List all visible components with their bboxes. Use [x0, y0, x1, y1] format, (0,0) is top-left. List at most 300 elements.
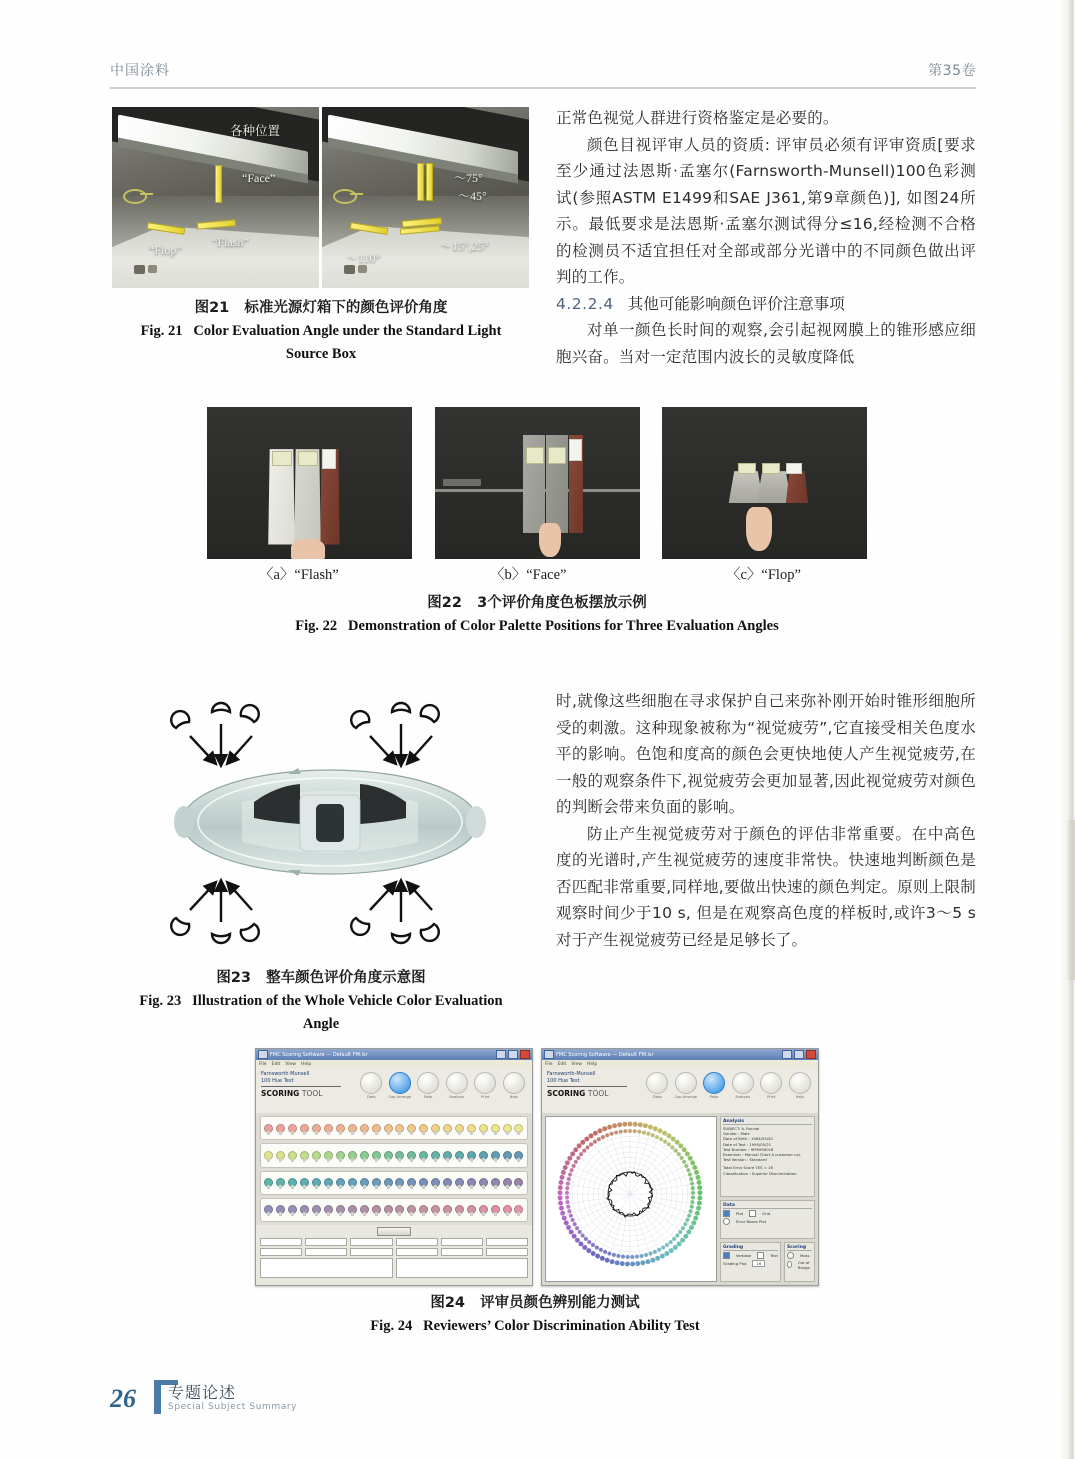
checkbox-text[interactable]	[757, 1252, 764, 1259]
color-cap-chip[interactable]	[348, 1124, 357, 1133]
color-cap-chip[interactable]	[407, 1124, 416, 1133]
polar-plot-svg	[546, 1117, 714, 1272]
color-cap-chip[interactable]	[372, 1205, 381, 1214]
footer-section-cn: 专题论述	[168, 1383, 237, 1402]
radio-out-of-range[interactable]	[787, 1261, 792, 1268]
color-cap-chip[interactable]	[372, 1178, 381, 1187]
tool-label: Polar	[709, 1095, 719, 1099]
window-titlebar[interactable]	[542, 1049, 818, 1060]
fig24-en-label: Fig. 24	[370, 1318, 413, 1334]
color-cap-chip[interactable]	[372, 1151, 381, 1160]
tool-label: Data	[652, 1095, 662, 1099]
color-cap-chip[interactable]	[431, 1151, 440, 1160]
checkbox-label: Text	[770, 1252, 778, 1258]
color-cap-chip[interactable]	[419, 1124, 428, 1133]
label-sticker-b2	[548, 447, 566, 464]
field-name[interactable]	[260, 1238, 302, 1246]
radio-label: Error Boxes Plot	[736, 1219, 767, 1225]
color-cap-chip[interactable]	[407, 1151, 416, 1160]
color-cap-chip[interactable]	[491, 1124, 500, 1133]
color-cap-chip[interactable]	[491, 1205, 500, 1214]
label-sticker-c1	[738, 463, 756, 474]
field-result[interactable]	[305, 1248, 347, 1256]
tool-help[interactable]	[501, 1072, 527, 1099]
color-cap-chip[interactable]	[288, 1178, 297, 1187]
color-cap-chip[interactable]	[467, 1205, 476, 1214]
fig21-label-flash: “Flash”	[212, 235, 249, 249]
analysis-icon	[446, 1072, 468, 1094]
checkbox-label: Plot	[736, 1211, 744, 1217]
scoring-title: Scoring	[787, 1245, 812, 1251]
color-cap-chip[interactable]	[384, 1151, 393, 1160]
menu-bar[interactable]	[542, 1060, 818, 1068]
figure-23-caption	[110, 967, 532, 1036]
figure-22-image	[207, 407, 867, 559]
menu-item-view[interactable]: View	[571, 1061, 582, 1067]
tool-polar[interactable]	[701, 1072, 727, 1099]
color-cap-chip[interactable]	[395, 1205, 404, 1214]
grading-box[interactable]	[720, 1242, 781, 1283]
tool-label: Analysis	[449, 1095, 465, 1099]
menu-bar[interactable]	[256, 1060, 532, 1068]
color-cap-chip[interactable]	[360, 1124, 369, 1133]
color-cap-chip[interactable]	[324, 1178, 333, 1187]
brand-main-light: TOOL	[301, 1089, 323, 1098]
cap-row[interactable]	[260, 1171, 528, 1195]
checkbox-label: Grid	[762, 1211, 771, 1217]
color-cap-chip[interactable]	[443, 1205, 452, 1214]
tool-help[interactable]	[787, 1072, 813, 1099]
analysis-line: SUBJECT: A. Runnal	[723, 1126, 760, 1131]
close-button[interactable]	[806, 1050, 816, 1059]
color-cap-chip[interactable]	[455, 1205, 464, 1214]
print-icon	[474, 1072, 496, 1094]
color-cap-chip[interactable]	[514, 1178, 523, 1187]
color-cap-chip[interactable]	[312, 1205, 321, 1214]
print-icon	[760, 1072, 782, 1094]
menu-item-edit[interactable]: Edit	[557, 1061, 567, 1067]
color-cap-chip[interactable]	[348, 1205, 357, 1214]
viewer-group-bottom-right	[351, 880, 439, 943]
analysis-line: Date of Test : 1995/05/21	[723, 1141, 772, 1147]
help-icon	[503, 1072, 525, 1094]
analysis-title: Analysis	[723, 1119, 812, 1125]
color-cap-chip[interactable]	[419, 1151, 428, 1160]
checkbox-plot[interactable]	[723, 1210, 730, 1217]
field-test-number[interactable]	[396, 1238, 438, 1246]
paragraph-5: 防止产生视觉疲劳对于颜色的评估非常重要。在中高色度的光谱时,产生视觉疲劳的速度非常快。快速地判断颜色是否匹配非常重要,同样地,要做出快速的颜色判定。原则上限制观察时间少于10 s, 但是在观察高色度的样板时,或许3～5 s对于产生视觉疲劳已经是足够长了。	[556, 824, 976, 949]
brand-line-2: 100 Hue Test	[261, 1077, 294, 1084]
floor-marker-1	[134, 265, 145, 274]
color-cap-chip[interactable]	[491, 1178, 500, 1187]
floor-marker-1	[344, 265, 355, 274]
paragraph-1: 正常色视觉人群进行资格鉴定是必要的。	[556, 109, 839, 127]
fig23-en-label: Fig. 23	[139, 993, 182, 1009]
color-cap-chip[interactable]	[276, 1178, 285, 1187]
color-cap-chip[interactable]	[419, 1205, 428, 1214]
hook-line	[350, 193, 363, 195]
color-cap-chip[interactable]	[336, 1178, 345, 1187]
fig21-angle-75: ～75°	[454, 171, 483, 185]
analysis-sidepane	[720, 1116, 815, 1282]
form-row[interactable]	[260, 1258, 528, 1278]
data-icon	[360, 1072, 382, 1094]
color-cap-chip[interactable]	[336, 1205, 345, 1214]
display-box[interactable]	[720, 1200, 815, 1238]
color-cap-chip[interactable]	[360, 1205, 369, 1214]
paragraph-2: 颜色目视评审人员的资质: 评审员必须有评审资质[要求至少通过法恩斯·孟塞尔(Farnsworth-Munsell)100色彩测试(参照ASTM E1499和SAE J361,第9章颜色)], 如图24所示。最低要求是法恩斯·孟塞尔测试得分≤16,经检测不合格的检测员不适宜担任对全部或部分光谱中的不同颜色做出评判的工作。	[556, 135, 976, 286]
right-text-column-lower	[556, 688, 976, 953]
footer-bar	[154, 1380, 161, 1414]
color-cap-chip[interactable]	[395, 1178, 404, 1187]
color-cap-chip[interactable]	[312, 1124, 321, 1133]
color-cap-chip[interactable]	[384, 1205, 393, 1214]
fig22-photo-b	[435, 407, 640, 559]
tool-label: Print	[481, 1095, 490, 1099]
color-cap-chip[interactable]	[419, 1178, 428, 1187]
polar-plot-pane	[542, 1113, 818, 1285]
section-heading	[556, 291, 976, 318]
analysis-line: Test Version : Standard	[723, 1157, 767, 1163]
header-rule	[110, 87, 976, 89]
checkbox-label: Verbose	[736, 1252, 752, 1258]
marker-angle-45	[426, 163, 433, 201]
menu-item-help[interactable]: Help	[586, 1061, 598, 1067]
print-button[interactable]	[377, 1227, 411, 1236]
cap-row[interactable]	[260, 1198, 528, 1222]
wall-shelf	[443, 479, 481, 486]
fig21-en-text2: Source Box	[285, 346, 357, 362]
color-cap-chip[interactable]	[467, 1124, 476, 1133]
hand	[291, 539, 325, 559]
cap-arrange-icon	[389, 1072, 411, 1094]
color-panel-right	[786, 471, 808, 503]
viewer-group-top-right	[351, 703, 439, 766]
tool-analysis[interactable]	[444, 1072, 470, 1099]
tool-label: Analysis	[735, 1095, 751, 1099]
color-cap-chip[interactable]	[300, 1205, 309, 1214]
radio-label: Moss	[799, 1252, 810, 1258]
fig24-cn-label: 图24	[430, 1295, 466, 1311]
color-cap-chip[interactable]	[264, 1124, 273, 1133]
field-extra-2[interactable]	[441, 1248, 483, 1256]
field-score[interactable]	[260, 1248, 302, 1256]
fig21-left-title: 各种位置	[230, 123, 281, 138]
fig22-cn-text: 3个评价角度色板摆放示例	[477, 595, 647, 611]
color-cap-chip[interactable]	[443, 1178, 452, 1187]
fig22-sublabel-a: 〈a〉“Flash”	[259, 567, 339, 583]
minimize-button[interactable]	[496, 1050, 506, 1059]
menu-item-help[interactable]: Help	[300, 1061, 312, 1067]
header-journal-name: 中国涂料	[110, 63, 170, 79]
color-cap-chip[interactable]	[503, 1205, 512, 1214]
field-gender[interactable]	[305, 1238, 347, 1246]
scoring-box[interactable]	[784, 1242, 815, 1283]
color-cap-chip[interactable]	[443, 1151, 452, 1160]
figure-21-image	[112, 107, 529, 288]
polar-icon	[703, 1072, 725, 1094]
brand-main: SCORING	[547, 1089, 586, 1098]
brand-line-1: Farnsworth Munsell	[261, 1071, 310, 1077]
color-cap-chip[interactable]	[491, 1151, 500, 1160]
color-cap-chip[interactable]	[288, 1124, 297, 1133]
label-sticker-b1	[526, 447, 544, 464]
color-cap-chip[interactable]	[503, 1178, 512, 1187]
paragraph-3: 对单一颜色长时间的观察,会引起视网膜上的锥形感应细胞兴奋。当对一定范围内波长的灵敏度降低	[556, 321, 976, 366]
tool-print[interactable]	[472, 1072, 498, 1099]
polar-plot[interactable]	[545, 1116, 717, 1282]
color-cap-chip[interactable]	[384, 1178, 393, 1187]
car-top-view	[174, 768, 486, 876]
color-cap-chip[interactable]	[324, 1124, 333, 1133]
radio-moss[interactable]	[787, 1252, 794, 1259]
color-cap-chip[interactable]	[312, 1178, 321, 1187]
scan-edge-artifact-2	[1066, 820, 1075, 980]
color-cap-chip[interactable]	[324, 1151, 333, 1160]
close-button[interactable]	[520, 1050, 530, 1059]
tool-data[interactable]	[358, 1072, 384, 1099]
label-sticker-white	[786, 463, 802, 474]
polar-icon	[417, 1072, 439, 1094]
menu-item-edit[interactable]: Edit	[271, 1061, 281, 1067]
cap-row[interactable]	[260, 1143, 528, 1167]
color-cap-chip[interactable]	[276, 1205, 285, 1214]
radio-label: Out of Range	[797, 1259, 810, 1270]
menu-item-file[interactable]: File	[545, 1061, 553, 1067]
brand-main-light: TOOL	[587, 1089, 609, 1098]
color-cap-chip[interactable]	[372, 1124, 381, 1133]
tool-polar[interactable]	[415, 1072, 441, 1099]
color-cap-chip[interactable]	[312, 1151, 321, 1160]
color-cap-chip[interactable]	[479, 1178, 488, 1187]
field-notes[interactable]	[396, 1258, 529, 1278]
cap-row[interactable]	[260, 1116, 528, 1140]
fig22-photo-a	[207, 407, 412, 559]
color-cap-chip[interactable]	[348, 1151, 357, 1160]
analysis-icon	[732, 1072, 754, 1094]
marker-angle-75	[417, 163, 424, 201]
checkbox-verbose[interactable]	[723, 1252, 730, 1259]
field-comments[interactable]	[260, 1258, 393, 1278]
app-icon	[544, 1050, 554, 1059]
minimize-button[interactable]	[782, 1050, 792, 1059]
section-title: 其他可能影响颜色评价注意事项	[627, 294, 845, 313]
help-icon	[789, 1072, 811, 1094]
color-cap-chip[interactable]	[514, 1124, 523, 1133]
fig21-label-face: “Face”	[242, 171, 276, 185]
menu-item-file[interactable]: File	[259, 1061, 267, 1067]
figure-21-caption	[110, 297, 532, 366]
fig21-en-text: Color Evaluation Angle under the Standard Light	[193, 323, 502, 339]
toolbar-buttons[interactable]	[643, 1071, 814, 1099]
page-footer	[110, 1378, 510, 1424]
display-title: Data	[723, 1203, 812, 1209]
viewer-group-top-left	[171, 703, 259, 766]
color-cap-chip[interactable]	[276, 1124, 285, 1133]
window-titlebar[interactable]	[256, 1049, 532, 1060]
paragraph-4: 时,就像这些细胞在寻求保护自己来弥补刚开始时锥形细胞所受的刺激。这种现象被称为“视觉疲劳”,它直接受相关色度水平的影响。色饱和度高的颜色会更快地使人产生视觉疲劳,在一般的观察条件下,视觉疲劳会更加显著,因此视觉疲劳对颜色的判断会带来负面的影响。	[556, 692, 976, 816]
tool-cap-arrange[interactable]	[387, 1072, 413, 1099]
field-examiner[interactable]	[441, 1238, 483, 1246]
maximize-button[interactable]	[794, 1050, 804, 1059]
color-cap-chip[interactable]	[348, 1178, 357, 1187]
fig22-sublabel-b: 〈b〉“Face”	[490, 567, 567, 583]
label-sticker-a2	[298, 451, 318, 466]
hook-line	[140, 193, 153, 195]
label-sticker-c2	[762, 463, 780, 474]
tool-label: Help	[509, 1095, 518, 1099]
grading-title: Grading	[723, 1245, 778, 1251]
tool-analysis[interactable]	[730, 1072, 756, 1099]
fig21-angle-45: ～45°	[458, 189, 487, 203]
fig24-en-text: Reviewers’ Color Discrimination Ability Test	[423, 1318, 700, 1334]
scoring-tool-window-left[interactable]	[255, 1048, 533, 1286]
fig22-photo-c	[662, 407, 867, 559]
brand-toolbar	[542, 1068, 818, 1113]
tool-cap-arrange[interactable]	[673, 1072, 699, 1099]
color-cap-chip[interactable]	[264, 1205, 273, 1214]
radio-error-boxes[interactable]	[723, 1218, 730, 1225]
color-cap-chip[interactable]	[467, 1151, 476, 1160]
field-version[interactable]	[486, 1238, 528, 1246]
color-cap-chip[interactable]	[479, 1205, 488, 1214]
scoring-tool-window-right[interactable]	[541, 1048, 819, 1286]
fig24-cn-text: 评审员颜色辨别能力测试	[480, 1295, 640, 1311]
tool-label: Help	[795, 1095, 804, 1099]
form-area[interactable]	[256, 1225, 532, 1285]
color-cap-chip[interactable]	[443, 1124, 452, 1133]
color-cap-chip[interactable]	[479, 1151, 488, 1160]
app-icon	[258, 1050, 268, 1059]
fig23-cn-text: 整车颜色评价角度示意图	[266, 970, 426, 986]
color-cap-chip[interactable]	[384, 1124, 393, 1133]
tool-label: Polar	[423, 1095, 433, 1099]
color-cap-chip[interactable]	[395, 1124, 404, 1133]
color-cap-chip[interactable]	[407, 1205, 416, 1214]
color-cap-chip[interactable]	[455, 1124, 464, 1133]
field-class[interactable]	[350, 1248, 392, 1256]
field-extra-3[interactable]	[486, 1248, 528, 1256]
color-cap-chip[interactable]	[431, 1178, 440, 1187]
form-row[interactable]	[260, 1248, 528, 1256]
color-cap-chip[interactable]	[276, 1151, 285, 1160]
fig22-en-text: Demonstration of Color Palette Positions for Three Evaluation Angles	[348, 618, 779, 634]
field-dob[interactable]	[350, 1238, 392, 1246]
label-sticker-a1	[272, 451, 292, 466]
toolbar-buttons[interactable]	[357, 1071, 528, 1099]
color-cap-chip[interactable]	[336, 1151, 345, 1160]
data-icon	[646, 1072, 668, 1094]
fig21-angle-110: ～110°	[346, 251, 381, 265]
tool-label: Cap Arrange	[674, 1095, 697, 1099]
brand-block	[261, 1071, 357, 1098]
cap-rows-area[interactable]	[256, 1113, 532, 1225]
vehicle-angle-diagram	[150, 690, 510, 955]
fig23-en-text: Illustration of the Whole Vehicle Color Evaluation	[192, 993, 503, 1009]
color-cap-chip[interactable]	[324, 1205, 333, 1214]
color-cap-chip[interactable]	[300, 1178, 309, 1187]
scan-edge-artifact	[1059, 0, 1075, 1459]
analysis-line-class: Classification : Superior Discrimination	[723, 1170, 797, 1176]
window-title: FMC Scoring Software — Default FM.lsr	[556, 1051, 654, 1058]
analysis-line: Test Number : 9FMH99018	[723, 1146, 774, 1152]
color-cap-chip[interactable]	[395, 1151, 404, 1160]
maximize-button[interactable]	[508, 1050, 518, 1059]
brand-main: SCORING	[261, 1089, 300, 1098]
fig22-en-label: Fig. 22	[295, 618, 338, 634]
lower-boxes	[720, 1242, 815, 1283]
fig21-en-label: Fig. 21	[140, 323, 183, 339]
color-cap-chip[interactable]	[300, 1151, 309, 1160]
window-title: FMC Scoring Software — Default FM.lsr	[270, 1051, 368, 1058]
hook-icon	[333, 189, 357, 204]
figure-24-image	[255, 1048, 820, 1286]
brand-block	[547, 1071, 643, 1098]
analysis-line: Date of Birth : 1964/05/20	[723, 1136, 773, 1142]
figure-24-caption	[300, 1292, 770, 1338]
color-cap-chip[interactable]	[479, 1124, 488, 1133]
form-row[interactable]	[260, 1238, 528, 1246]
hand	[746, 507, 772, 551]
color-cap-chip[interactable]	[360, 1178, 369, 1187]
color-cap-chip[interactable]	[503, 1124, 512, 1133]
color-cap-chip[interactable]	[455, 1151, 464, 1160]
color-cap-chip[interactable]	[503, 1151, 512, 1160]
analysis-line-tes: Total Error Score TES = 16	[723, 1165, 773, 1171]
brand-toolbar	[256, 1068, 532, 1113]
color-cap-chip[interactable]	[514, 1205, 523, 1214]
field-extra-1[interactable]	[396, 1248, 438, 1256]
viewer-group-bottom-left	[171, 880, 259, 943]
checkbox-grid[interactable]	[749, 1210, 756, 1217]
color-cap-chip[interactable]	[431, 1205, 440, 1214]
page-number: 26	[110, 1384, 136, 1413]
fig22-sublabel-c: 〈c〉“Flop”	[726, 567, 801, 583]
label-sticker-white	[322, 449, 336, 469]
figure-22-sublabels	[207, 563, 867, 587]
tool-label: Cap Arrange	[388, 1095, 411, 1099]
menu-item-view[interactable]: View	[285, 1061, 296, 1067]
floor-marker-2	[148, 265, 157, 273]
color-cap-chip[interactable]	[431, 1124, 440, 1133]
floor-marker-2	[358, 265, 367, 273]
color-cap-chip[interactable]	[514, 1151, 523, 1160]
color-cap-chip[interactable]	[288, 1205, 297, 1214]
label-sticker-white	[569, 439, 582, 461]
color-cap-chip[interactable]	[288, 1151, 297, 1160]
tool-data[interactable]	[644, 1072, 670, 1099]
brand-divider	[547, 1086, 627, 1087]
color-cap-chip[interactable]	[467, 1178, 476, 1187]
color-cap-chip[interactable]	[264, 1151, 273, 1160]
fig21-label-flop: “Flop”	[149, 243, 182, 257]
color-cap-chip[interactable]	[336, 1124, 345, 1133]
right-text-column	[556, 105, 976, 370]
grading-value[interactable]: 16	[752, 1260, 765, 1267]
footer-section-en: Special Subject Summary	[168, 1402, 298, 1412]
brand-line-1: Farnsworth-Munsell	[547, 1071, 596, 1077]
color-cap-chip[interactable]	[300, 1124, 309, 1133]
color-cap-chip[interactable]	[360, 1151, 369, 1160]
color-cap-chip[interactable]	[407, 1178, 416, 1187]
tool-print[interactable]	[758, 1072, 784, 1099]
analysis-line: Examiner : Manual Chart A customer cal.	[723, 1152, 801, 1158]
color-cap-chip[interactable]	[264, 1178, 273, 1187]
fig21-cn-text: 标准光源灯箱下的颜色评价角度	[244, 300, 448, 316]
color-cap-chip[interactable]	[455, 1178, 464, 1187]
hand	[539, 523, 561, 557]
fig23-en-text2: Angle	[302, 1016, 340, 1032]
